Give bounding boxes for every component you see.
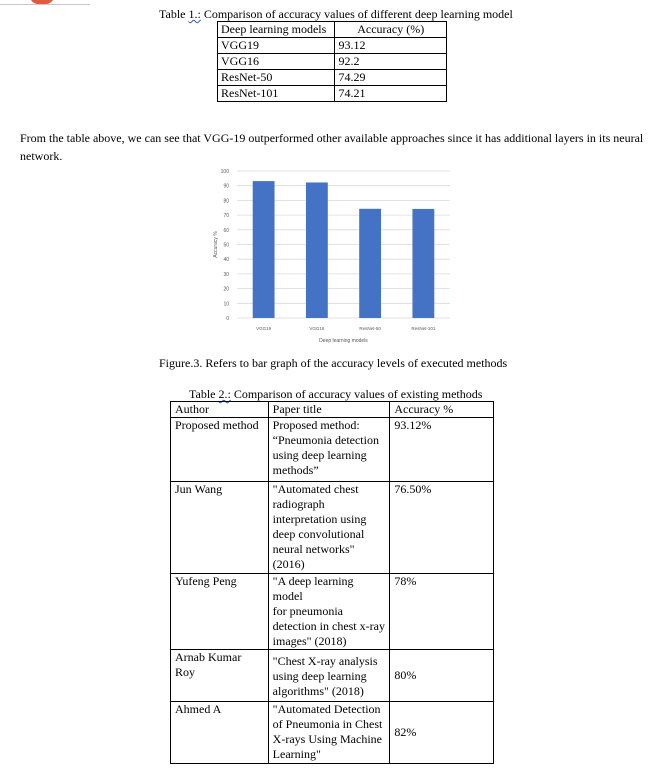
y-tick-label: 40 — [223, 257, 229, 264]
table-row — [171, 650, 494, 702]
y-tick-label: 50 — [223, 242, 229, 249]
table2-cell-title — [268, 702, 390, 764]
x-axis-label: Deep learning models — [319, 338, 368, 344]
y-tick-label: 20 — [223, 286, 229, 293]
table2-caption-prefix: Table — [189, 387, 219, 401]
y-tick-label: 80 — [223, 198, 229, 205]
y-tick-label: 100 — [220, 169, 229, 175]
title-line: "Chest X-ray analysis — [272, 654, 378, 668]
table2-header-author: Author — [171, 402, 269, 418]
table2-cell-title — [268, 650, 390, 702]
y-axis-label: Accuracy % — [213, 231, 219, 258]
table2-cell-accuracy: 78% — [390, 574, 494, 650]
bar-vgg19 — [253, 181, 275, 318]
title-line: neural networks" — [272, 542, 355, 556]
title-line: detection in chest x-ray — [272, 619, 385, 633]
title-line: for pneumonia — [272, 604, 343, 618]
table-row — [171, 702, 494, 764]
y-tick-label: 30 — [223, 271, 229, 278]
title-line: radiograph — [272, 497, 325, 511]
table2-cell-accuracy: 82% — [390, 702, 494, 764]
title-line: (2016) — [272, 557, 305, 571]
table2-cell-title — [268, 418, 390, 482]
y-tick-label: 90 — [223, 183, 229, 190]
table2 — [170, 401, 494, 764]
table-row — [218, 54, 447, 70]
table1-header-row — [218, 22, 447, 38]
bar-vgg16 — [306, 182, 328, 318]
table2-cell-author: Arnab Kumar Roy — [171, 650, 269, 702]
table2-header-title: Paper title — [268, 402, 390, 418]
x-tick-label: VGG16 — [309, 326, 325, 331]
table1-caption-number: 1.: — [188, 7, 201, 21]
y-tick-label: 10 — [223, 301, 229, 308]
title-line: X-rays Using Machine — [272, 732, 382, 746]
title-line: "A deep learning model — [272, 574, 354, 603]
top-divider — [0, 4, 90, 5]
table1 — [217, 21, 447, 102]
table1-cell-accuracy: 74.21 — [335, 86, 447, 102]
table1-cell-accuracy: 93.12 — [335, 38, 447, 54]
title-line: using deep learning — [272, 669, 367, 683]
table2-cell-accuracy: 76.50% — [390, 482, 494, 574]
table2-cell-author: Proposed method — [171, 418, 269, 482]
y-tick-label: 0 — [226, 316, 229, 322]
table2-cell-title — [268, 482, 390, 574]
table1-cell-model: ResNet-50 — [218, 70, 335, 86]
table2-cell-author: Ahmed A — [171, 702, 269, 764]
title-line: Proposed method: — [272, 418, 360, 432]
table1-caption-prefix: Table — [159, 7, 189, 21]
table2-cell-author: Yufeng Peng — [171, 574, 269, 650]
y-tick-label: 60 — [223, 227, 229, 234]
x-tick-label: ResNet-101 — [411, 326, 436, 331]
x-tick-label: VGG19 — [256, 326, 272, 331]
table1-cell-model: VGG16 — [218, 54, 335, 70]
accuracy-bar-chart — [205, 163, 455, 348]
title-line: deep convolutional — [272, 527, 365, 541]
table-row — [218, 86, 447, 102]
title-line: methods” — [272, 463, 319, 477]
table1-header-accuracy: Accuracy (%) — [335, 22, 447, 38]
table1-caption — [159, 7, 513, 21]
table-row — [218, 70, 447, 86]
title-line: of Pneumonia in Chest — [272, 717, 383, 731]
table2-header-row — [171, 402, 494, 418]
bar-resnet-101 — [412, 209, 434, 318]
table1-cell-model: ResNet-101 — [218, 86, 335, 102]
title-line: "Automated Detection — [272, 702, 381, 716]
table2-caption — [189, 387, 482, 401]
title-line: using deep learning — [272, 448, 367, 462]
table2-cell-accuracy: 80% — [390, 650, 494, 702]
body-paragraph: From the table above, we can see that VGG-19 outperformed other available approaches since it has additional layers in its neural network. — [20, 131, 644, 163]
title-line: "Automated chest — [272, 482, 359, 496]
table2-cell-author: Jun Wang — [171, 482, 269, 574]
table-row — [171, 482, 494, 574]
table-row — [171, 574, 494, 650]
title-line: Learning" — [272, 747, 321, 761]
table1-cell-accuracy: 74.29 — [335, 70, 447, 86]
title-line: images" (2018) — [272, 634, 347, 648]
table1-header-model: Deep learning models — [218, 22, 335, 38]
title-line: interpretation using — [272, 512, 367, 526]
table1-cell-model: VGG19 — [218, 38, 335, 54]
table2-cell-title — [268, 574, 390, 650]
table2-cell-accuracy: 93.12% — [390, 418, 494, 482]
table2-header-accuracy: Accuracy % — [390, 402, 494, 418]
title-line: algorithms" (2018) — [272, 684, 364, 698]
y-tick-label: 70 — [223, 213, 229, 220]
table1-cell-accuracy: 92.2 — [335, 54, 447, 70]
figure-caption: Figure.3. Refers to bar graph of the accuracy levels of executed methods — [159, 356, 508, 370]
x-tick-label: ResNet-50 — [359, 326, 381, 331]
table1-caption-text: Comparison of accuracy values of different deep learning model — [200, 7, 513, 21]
table-row — [218, 38, 447, 54]
bar-resnet-50 — [359, 209, 381, 318]
title-line: “Pneumonia detection — [272, 433, 379, 447]
table2-caption-text: Comparison of accuracy values of existing methods — [230, 387, 483, 401]
table2-caption-number: 2.: — [218, 387, 231, 401]
table-row — [171, 418, 494, 482]
